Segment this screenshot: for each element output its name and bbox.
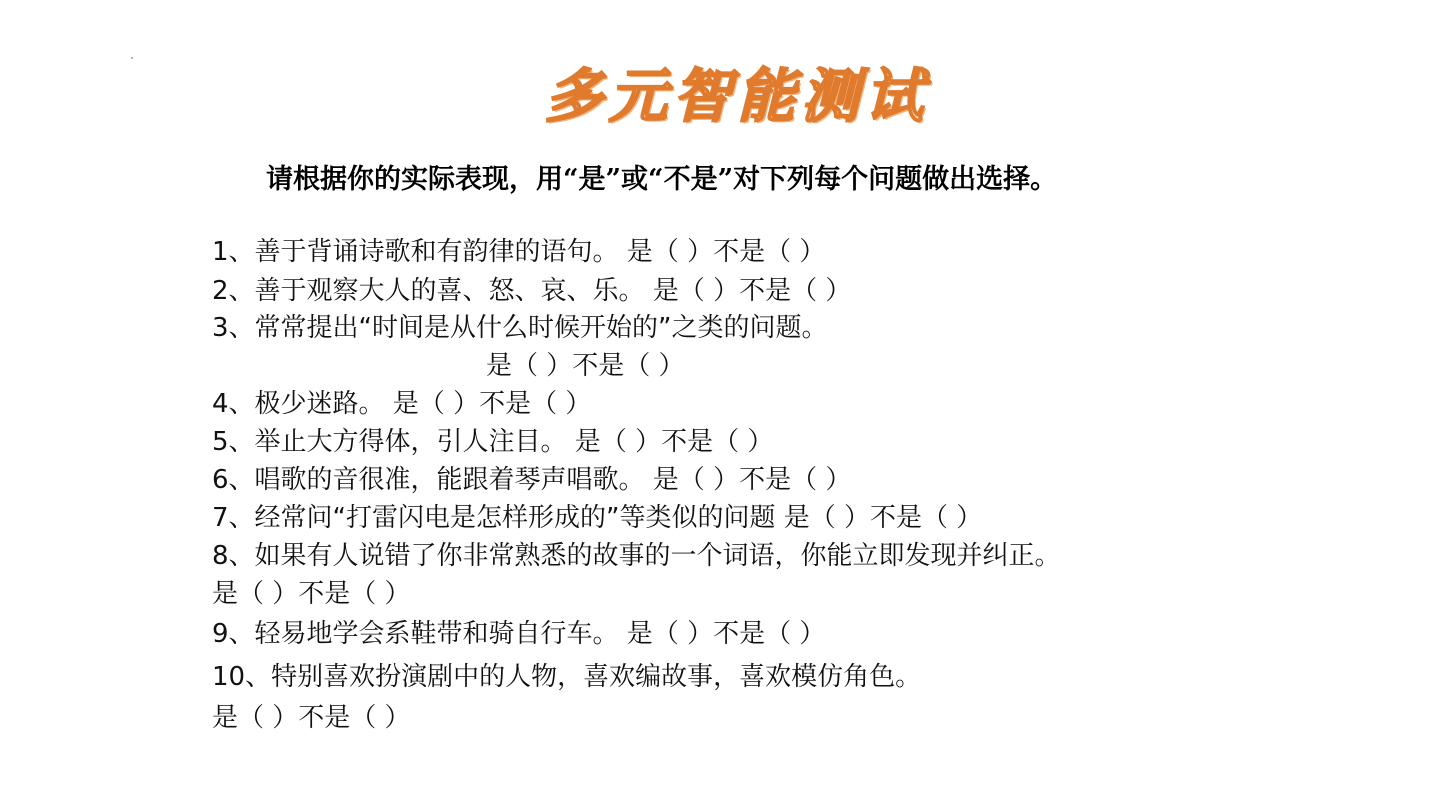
question-8-answer: 是（ ）不是（ ） bbox=[212, 579, 411, 609]
question-3: 3、常常提出“时间是从什么时候开始的”之类的问题。 bbox=[212, 313, 828, 343]
question-10-answer: 是（ ）不是（ ） bbox=[212, 703, 411, 733]
question-5: 5、举止大方得体，引人注目。 是（ ）不是（ ） bbox=[212, 427, 774, 457]
question-2: 2、善于观察大人的喜、怒、哀、乐。 是（ ）不是（ ） bbox=[212, 276, 852, 306]
page-title: 多元智能测试 bbox=[545, 62, 930, 130]
decorative-dot bbox=[131, 57, 133, 59]
question-6: 6、唱歌的音很准，能跟着琴声唱歌。 是（ ）不是（ ） bbox=[212, 465, 852, 495]
instruction-text: 请根据你的实际表现，用“是”或“不是”对下列每个问题做出选择。 bbox=[266, 164, 1058, 195]
question-8: 8、如果有人说错了你非常熟悉的故事的一个词语，你能立即发现并纠正。 bbox=[212, 541, 1061, 571]
question-7: 7、经常问“打雷闪电是怎样形成的”等类似的问题 是（ ）不是（ ） bbox=[212, 503, 983, 533]
question-4: 4、极少迷路。 是（ ）不是（ ） bbox=[212, 389, 592, 419]
question-1: 1、善于背诵诗歌和有韵律的语句。 是（ ）不是（ ） bbox=[212, 237, 826, 267]
question-10: 10、特别喜欢扮演剧中的人物，喜欢编故事，喜欢模仿角色。 bbox=[212, 662, 922, 692]
question-3-answer: 是（ ）不是（ ） bbox=[486, 351, 685, 381]
question-9: 9、轻易地学会系鞋带和骑自行车。 是（ ）不是（ ） bbox=[212, 619, 826, 649]
